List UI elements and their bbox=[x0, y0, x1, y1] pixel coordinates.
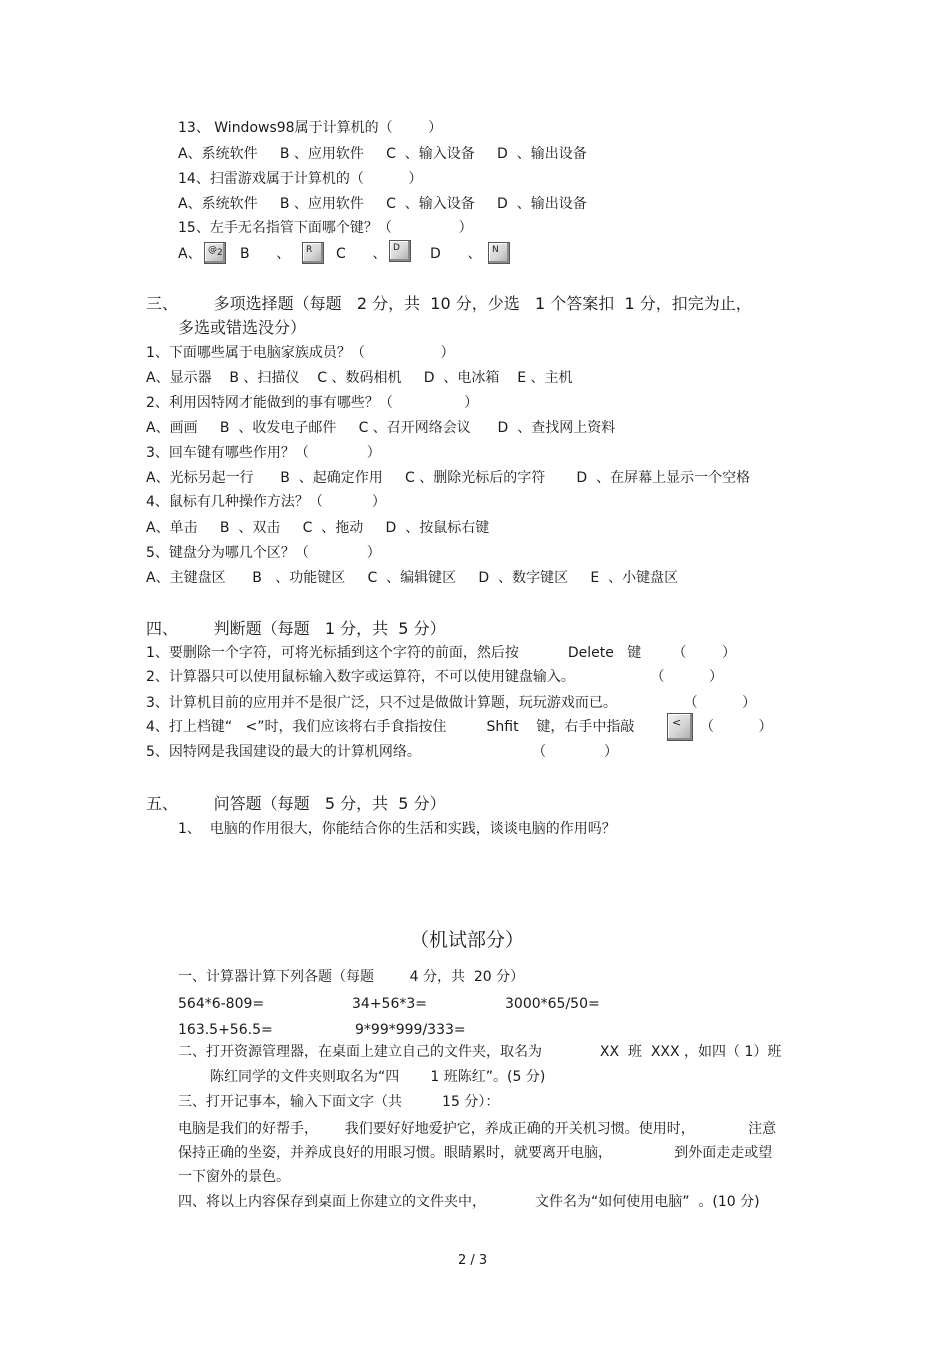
tf-question-4-answer: （ ） bbox=[700, 719, 773, 735]
section-3-heading-cont: 多选或错选没分） bbox=[178, 318, 307, 337]
key-less-than-icon: < bbox=[667, 713, 693, 741]
mc-question-2-options: A、画画 B 、收发电子邮件 C 、召开网络会议 D 、查找网上资料 bbox=[146, 420, 616, 436]
practical-task-4: 四、将以上内容保存到桌面上你建立的文件夹中， 文件名为“如何使用电脑” 。(10 分) bbox=[178, 1194, 760, 1210]
question-13-options: A、系统软件 B 、应用软件 C 、输入设备 D 、输出设备 bbox=[178, 146, 587, 162]
practical-task-1: 一、计算器计算下列各题（每题 4 分，共 20 分） bbox=[178, 969, 525, 985]
calc-1a: 564*6-809= bbox=[178, 996, 265, 1012]
mc-question-2: 2、利用因特网才能做到的事有哪些？（ ） bbox=[146, 395, 479, 411]
key-r-icon: R bbox=[302, 242, 324, 264]
question-15: 15、左手无名指管下面哪个键？（ ） bbox=[178, 220, 473, 236]
q15-option-d-label: D 、 bbox=[430, 246, 482, 262]
section-3-heading: 三、 多项选择题（每题 2 分，共 10 分，少选 1 个答案扣 1 分，扣完为止， bbox=[146, 294, 752, 313]
tf-question-3: 3、计算机目前的应用并不是很广泛，只不过是做做计算题，玩玩游戏而已。 （ ） bbox=[146, 695, 757, 711]
mc-question-3: 3、回车键有哪些作用？（ ） bbox=[146, 445, 381, 461]
section-4-heading: 四、 判断题（每题 1 分，共 5 分） bbox=[146, 619, 446, 638]
q15-option-a-label: A、 bbox=[178, 246, 202, 262]
typing-text-line-1: 电脑是我们的好帮手， 我们要好好地爱护它，养成正确的开关机习惯。使用时， 注意 bbox=[178, 1121, 777, 1137]
mc-question-4: 4、鼠标有几种操作方法？（ ） bbox=[146, 494, 386, 510]
calc-2b: 9*99*999/333= bbox=[355, 1022, 466, 1038]
key-n-icon: N bbox=[488, 242, 510, 264]
key-d-icon: D bbox=[389, 240, 411, 262]
question-14: 14、扫雷游戏属于计算机的（ ） bbox=[178, 171, 423, 187]
calc-1b: 34+56*3= bbox=[352, 996, 427, 1012]
page-number: 2 / 3 bbox=[458, 1253, 488, 1268]
key-2-icon: $@_2$ bbox=[204, 242, 226, 264]
typing-text-line-3: 一下窗外的景色。 bbox=[178, 1169, 290, 1185]
tf-question-2: 2、计算器只可以使用鼠标输入数字或运算符，不可以使用键盘输入。 （ ） bbox=[146, 669, 724, 685]
qa-question-1: 1、 电脑的作用很大，你能结合你的生活和实践，谈谈电脑的作用吗？ bbox=[178, 821, 616, 837]
tf-question-1: 1、要删除一个字符，可将光标插到这个字符的前面，然后按 Delete 键 （ ） bbox=[146, 645, 736, 661]
mc-question-5: 5、键盘分为哪几个区？（ ） bbox=[146, 545, 381, 561]
question-14-options: A、系统软件 B 、应用软件 C 、输入设备 D 、输出设备 bbox=[178, 196, 587, 212]
practical-task-3: 三、打开记事本，输入下面文字（共 15 分）： bbox=[178, 1094, 500, 1110]
practical-task-2: 二、打开资源管理器，在桌面上建立自己的文件夹，取名为 XX 班 XXX ，如四（ 1）班 bbox=[178, 1044, 782, 1060]
tf-question-4: 4、打上档键“ <”时，我们应该将右手食指按住 Shfit 键，右手中指敲 bbox=[146, 719, 635, 735]
section-5-heading: 五、 问答题（每题 5 分，共 5 分） bbox=[146, 794, 446, 813]
mc-question-1: 1、下面哪些属于电脑家族成员？（ ） bbox=[146, 345, 455, 361]
tf-question-5: 5、因特网是我国建设的最大的计算机网络。 （ ） bbox=[146, 744, 619, 760]
mc-question-1-options: A、显示器 B 、扫描仪 C 、数码相机 D 、电冰箱 E 、主机 bbox=[146, 370, 573, 386]
practical-title: （机试部分） bbox=[410, 929, 525, 951]
q15-option-b-label: B 、 bbox=[240, 246, 291, 262]
question-13: 13、 Windows98属于计算机的（ ） bbox=[178, 120, 443, 136]
mc-question-4-options: A、单击 B 、双击 C 、拖动 D 、按鼠标右键 bbox=[146, 520, 490, 536]
calc-1c: 3000*65/50= bbox=[505, 996, 600, 1012]
typing-text-line-2: 保持正确的坐姿，并养成良好的用眼习惯。眼睛累时，就要离开电脑， 到外面走走或望 bbox=[178, 1145, 773, 1161]
mc-question-3-options: A、光标另起一行 B 、起确定作用 C 、删除光标后的字符 D 、在屏幕上显示一个空格 bbox=[146, 470, 751, 486]
q15-option-c-label: C 、 bbox=[336, 246, 387, 262]
calc-2a: 163.5+56.5= bbox=[178, 1022, 273, 1038]
practical-task-2-cont: 陈红同学的文件夹则取名为“四 1 班陈红”。(5 分) bbox=[210, 1069, 546, 1085]
mc-question-5-options: A、主键盘区 B 、功能键区 C 、编辑键区 D 、数字键区 E 、小键盘区 bbox=[146, 570, 679, 586]
